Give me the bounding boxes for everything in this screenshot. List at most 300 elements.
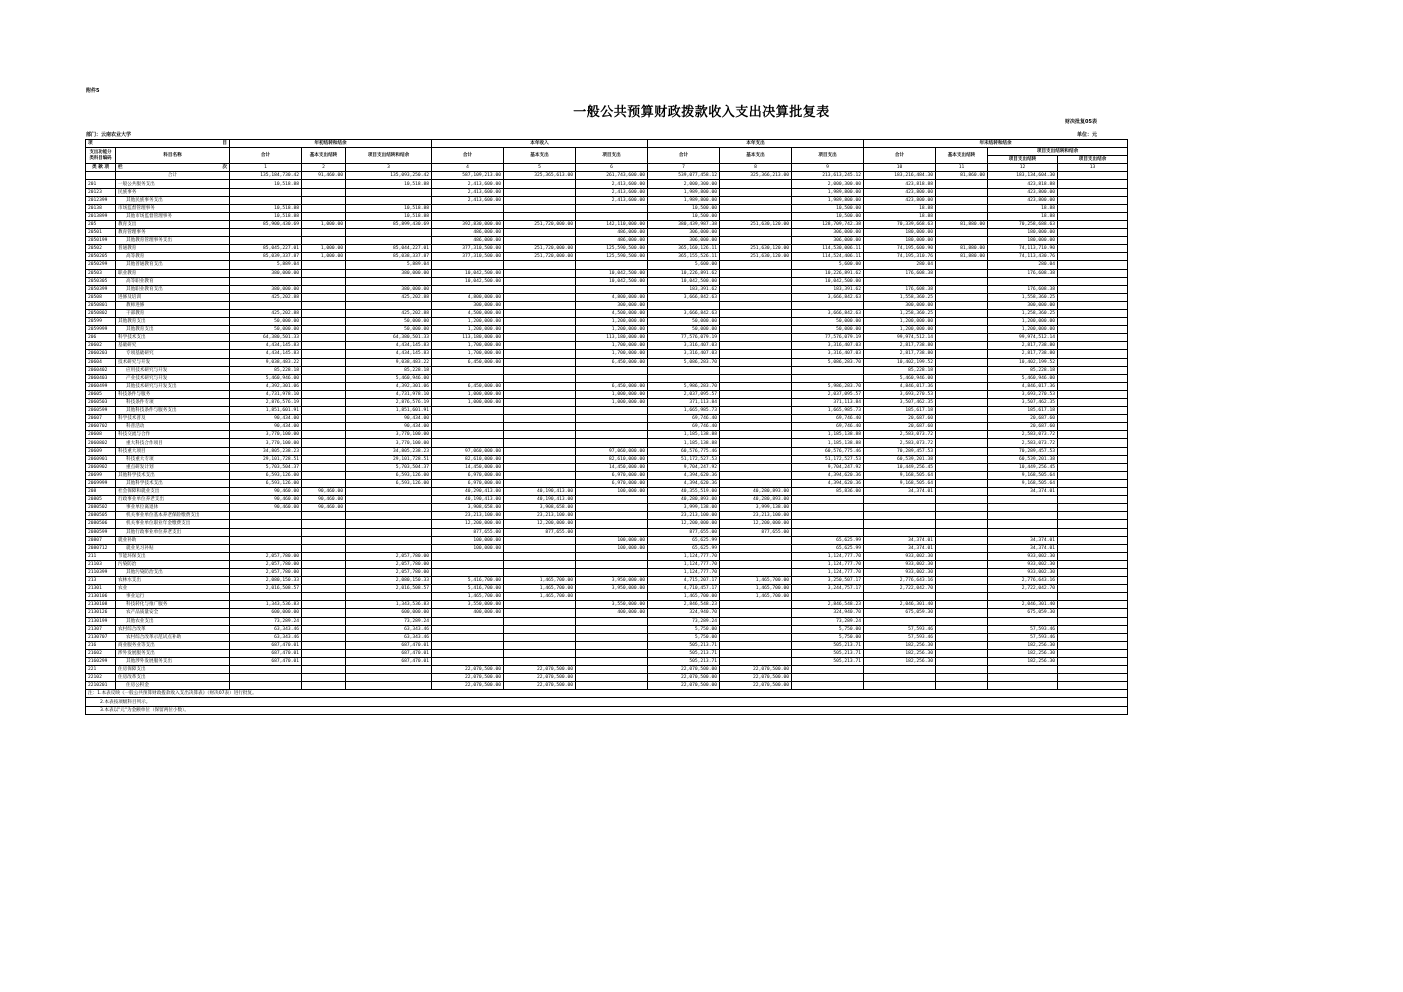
cell-col-3: 34,805,238.23 [346,447,432,455]
cell-col-4: 392,830,000.00 [432,220,504,228]
cell-col-3: 380,000.00 [346,285,432,293]
table-row [86,447,1128,455]
row-code: 213 [86,577,116,585]
cell-col-9 [792,520,864,528]
cell-col-9: 128,709,742.38 [792,220,864,228]
cell-col-8 [720,601,792,609]
cell-col-9: 1,989,800.00 [792,196,864,204]
cell-col-2 [302,301,346,309]
cell-col-11 [936,504,988,512]
cell-col-12: 280.04 [988,261,1058,269]
cell-col-11 [936,633,988,641]
cell-col-1: 687,470.01 [230,649,302,657]
cell-col-8 [720,342,792,350]
row-subject-name: 教师进修 [116,301,230,309]
cell-col-5 [504,479,576,487]
cell-col-5 [504,625,576,633]
cell-col-2 [302,342,346,350]
cell-col-5: 22,070,500.00 [504,682,576,690]
cell-col-3: 380,000.00 [346,269,432,277]
cell-col-3: 135,093,250.42 [346,172,432,180]
cell-col-1: 1,343,536.83 [230,601,302,609]
row-subject-name: 涉外发展服务支出 [116,649,230,657]
cell-col-7: 380,439,987.38 [648,220,720,228]
cell-col-10: 70,339,668.63 [864,220,936,228]
cell-col-8: 251,630,120.00 [720,245,792,253]
cell-col-6: 125,590,500.00 [576,245,648,253]
cell-col-5: 22,070,500.00 [504,666,576,674]
cell-col-7: 23,213,100.00 [648,512,720,520]
cell-col-5 [504,212,576,220]
cell-col-4 [432,423,504,431]
table-row [86,649,1128,657]
cell-col-2 [302,196,346,204]
cell-col-7: 10,500.00 [648,204,720,212]
cell-col-8: 22,070,500.00 [720,666,792,674]
cell-col-5 [504,415,576,423]
cell-col-5 [504,658,576,666]
cell-col-7: 50,000.00 [648,326,720,334]
cell-col-3: 687,470.01 [346,649,432,657]
cell-col-13 [1058,601,1128,609]
cell-col-11 [936,277,988,285]
table-row [86,625,1128,633]
cell-col-8: 3,999,138.00 [720,504,792,512]
cell-col-2 [302,577,346,585]
cell-col-1 [230,237,302,245]
row-subject-name: 科技重大项目 [116,447,230,455]
cell-col-13 [1058,682,1128,690]
cell-col-7: 65,625.99 [648,544,720,552]
cell-col-6: 6,970,000.00 [576,479,648,487]
cell-col-2 [302,536,346,544]
cell-col-3: 5,460,946.00 [346,374,432,382]
row-subject-name: 科学技术普及 [116,415,230,423]
cell-col-6: 125,590,500.00 [576,253,648,261]
cell-col-2: 90,460.00 [302,496,346,504]
cell-col-3: 50,000.00 [346,318,432,326]
cell-col-4: 5,416,700.00 [432,585,504,593]
cell-col-2 [302,609,346,617]
row-subject-name: 应用技术研究与开发 [116,366,230,374]
cell-col-8 [720,261,792,269]
cell-col-10: 57,593.46 [864,633,936,641]
cell-col-2 [302,544,346,552]
cell-col-9 [792,504,864,512]
cell-col-4: 22,070,500.00 [432,682,504,690]
cell-col-1: 64,380,501.33 [230,334,302,342]
table-row [86,463,1128,471]
cell-col-2 [302,415,346,423]
cell-col-8: 22,070,500.00 [720,674,792,682]
cell-col-6: 113,180,000.00 [576,334,648,342]
cell-col-8 [720,204,792,212]
cell-col-5 [504,326,576,334]
cell-col-2 [302,641,346,649]
cell-col-5: 3,908,658.00 [504,504,576,512]
cell-col-11 [936,455,988,463]
cell-col-7: 1,124,777.70 [648,568,720,576]
cell-col-11 [936,407,988,415]
cell-col-6 [576,528,648,536]
cell-col-11 [936,585,988,593]
cell-col-10: 34,374.01 [864,488,936,496]
cell-col-8: 22,070,500.00 [720,682,792,690]
cell-col-9: 50,000.00 [792,326,864,334]
cell-col-6: 100,000.00 [576,488,648,496]
cell-col-1: 2,057,780.00 [230,560,302,568]
cell-col-2 [302,552,346,560]
cell-col-11 [936,366,988,374]
cell-col-13 [1058,439,1128,447]
cell-col-2: 91,460.00 [302,172,346,180]
header-project-income: 项目支出 [576,148,648,164]
cell-col-3: 425,202.88 [346,309,432,317]
cell-col-4: 23,213,100.00 [432,512,504,520]
cell-col-12: 182,256.30 [988,658,1058,666]
cell-col-3: 85,899,430.69 [346,220,432,228]
cell-col-5 [504,390,576,398]
cell-col-12: 2,817,738.80 [988,350,1058,358]
cell-col-4: 377,310,500.00 [432,253,504,261]
row-subject-name: 教育支出 [116,220,230,228]
cell-col-4: 97,060,000.00 [432,447,504,455]
row-code: 20123 [86,188,116,196]
cell-col-11 [936,520,988,528]
cell-col-3: 2,057,780.00 [346,560,432,568]
cell-col-2 [302,350,346,358]
cell-col-3 [346,520,432,528]
header-lan-ci: 栏 次 [116,164,230,172]
cell-col-11 [936,641,988,649]
cell-col-11 [936,415,988,423]
cell-col-5: 1,465,700.00 [504,593,576,601]
cell-col-10: 34,374.01 [864,536,936,544]
cell-col-9: 3,666,842.63 [792,293,864,301]
header-project-carry-sub: 项目支出结转 [988,156,1058,164]
cell-col-9: 3,316,407.03 [792,350,864,358]
table-row [86,504,1128,512]
cell-col-13 [1058,358,1128,366]
table-row [86,261,1128,269]
cell-col-10: 1,558,360.25 [864,293,936,301]
cell-col-5 [504,568,576,576]
cell-col-7: 77,576,079.19 [648,334,720,342]
cell-col-12: 423,800.00 [988,188,1058,196]
cell-col-10: 183,216,484.30 [864,172,936,180]
cell-col-8 [720,658,792,666]
cell-col-5 [504,439,576,447]
cell-col-10: 2,722,042.70 [864,585,936,593]
cell-col-1 [230,536,302,544]
cell-col-1 [230,229,302,237]
cell-col-13 [1058,512,1128,520]
cell-col-12: 3,693,270.53 [988,390,1058,398]
row-code: 2080712 [86,544,116,552]
cell-col-9: 2,000,300.00 [792,180,864,188]
row-code: 2050299 [86,261,116,269]
table-row [86,277,1128,285]
row-subject-name: 市场监督管理事务 [116,204,230,212]
cell-col-2 [302,180,346,188]
table-row [86,601,1128,609]
cell-col-6 [576,261,648,269]
cell-col-9: 306,000.00 [792,229,864,237]
row-code: 20501 [86,229,116,237]
cell-col-10 [864,528,936,536]
cell-col-10: 182,256.30 [864,658,936,666]
row-subject-name: 就业见习补贴 [116,544,230,552]
cell-col-9 [792,674,864,682]
cell-col-1: 2,080,150.33 [230,577,302,585]
cell-col-7: 10,500.00 [648,212,720,220]
cell-col-1: 85,900,430.69 [230,220,302,228]
row-subject-name: 干部教育 [116,309,230,317]
table-row [86,633,1128,641]
cell-col-12: 70,258,688.63 [988,220,1058,228]
cell-col-7: 183,391.62 [648,285,720,293]
cell-col-9: 114,530,006.11 [792,245,864,253]
cell-col-7: 40,280,893.00 [648,496,720,504]
row-subject-name: 农业 [116,585,230,593]
cell-col-6 [576,593,648,601]
cell-col-7: 2,000,300.00 [648,180,720,188]
cell-col-4: 12,200,000.00 [432,520,504,528]
cell-col-3: 10,518.88 [346,204,432,212]
cell-col-1: 687,470.01 [230,658,302,666]
cell-col-2 [302,463,346,471]
cell-col-12: 182,256.30 [988,641,1058,649]
cell-col-3 [346,277,432,285]
cell-col-3: 10,518.88 [346,180,432,188]
row-code: 2050205 [86,253,116,261]
cell-col-2 [302,682,346,690]
row-code: 2210201 [86,682,116,690]
cell-col-12 [988,520,1058,528]
cell-col-9: 51,172,527.53 [792,455,864,463]
cell-col-4: 400,000.00 [432,609,504,617]
cell-col-1 [230,544,302,552]
cell-col-8 [720,366,792,374]
cell-col-10: 176,608.38 [864,269,936,277]
cell-col-8 [720,536,792,544]
cell-col-2 [302,390,346,398]
cell-col-4: 40,190,413.00 [432,496,504,504]
cell-col-6: 486,000.00 [576,229,648,237]
cell-col-11 [936,568,988,576]
cell-col-11 [936,334,988,342]
cell-col-4 [432,415,504,423]
cell-col-8 [720,552,792,560]
cell-col-13 [1058,220,1128,228]
row-subject-name: 社会保障和就业支出 [116,488,230,496]
cell-col-11 [936,658,988,666]
cell-col-3 [346,674,432,682]
cell-col-2 [302,212,346,220]
row-code: 2080599 [86,528,116,536]
cell-col-5: 251,720,000.00 [504,220,576,228]
row-subject-name: 其他教育管理事务支出 [116,237,230,245]
table-row [86,577,1128,585]
cell-col-10: 9,168,505.64 [864,479,936,487]
cell-col-6 [576,439,648,447]
cell-col-13 [1058,674,1128,682]
cell-col-12: 933,002.30 [988,552,1058,560]
cell-col-9: 5,086,283.70 [792,358,864,366]
cell-col-11: 81,880.00 [936,253,988,261]
cell-col-3: 1,343,536.83 [346,601,432,609]
cell-col-5 [504,180,576,188]
cell-col-8 [720,439,792,447]
cell-col-12: 182,256.30 [988,649,1058,657]
row-code: 2059999 [86,326,116,334]
cell-col-7: 51,172,527.53 [648,455,720,463]
cell-col-10: 675,059.30 [864,609,936,617]
cell-col-10: 2,046,301.40 [864,601,936,609]
cell-col-4 [432,568,504,576]
cell-col-5 [504,423,576,431]
row-code: 2050199 [86,237,116,245]
table-row [86,269,1128,277]
cell-col-2 [302,334,346,342]
cell-col-9: 77,576,079.19 [792,334,864,342]
row-subject-name: 科学技术支出 [116,334,230,342]
cell-col-11 [936,342,988,350]
cell-col-11 [936,439,988,447]
cell-col-7: 10,226,891.62 [648,269,720,277]
cell-col-13 [1058,253,1128,261]
cell-col-8 [720,309,792,317]
header-total-3: 合计 [648,148,720,164]
cell-col-9: 505,213.71 [792,641,864,649]
cell-col-6 [576,658,648,666]
cell-col-7: 2,037,095.57 [648,390,720,398]
row-subject-name: 农林水支出 [116,577,230,585]
cell-col-10: 85,228.18 [864,366,936,374]
cell-col-1 [230,188,302,196]
cell-col-7 [648,374,720,382]
table-row [86,374,1128,382]
cell-col-10: 3,507,462.35 [864,399,936,407]
row-code: 2069999 [86,479,116,487]
cell-col-7: 60,576,775.46 [648,447,720,455]
cell-col-12: 2,583,073.72 [988,431,1058,439]
cell-col-12: 60,539,201.38 [988,455,1058,463]
cell-col-6 [576,512,648,520]
cell-col-6 [576,374,648,382]
cell-col-11 [936,488,988,496]
cell-col-13 [1058,423,1128,431]
cell-col-4: 100,000.00 [432,544,504,552]
table-row [86,204,1128,212]
row-subject-name: 专项基础研究 [116,350,230,358]
col-num: 9 [792,164,864,172]
cell-col-10: 5,460,946.00 [864,374,936,382]
cell-col-6: 1,200,000.00 [576,326,648,334]
cell-col-4: 2,413,600.00 [432,188,504,196]
table-row [86,399,1128,407]
row-subject-name: 其他职业教育支出 [116,285,230,293]
cell-col-1 [230,277,302,285]
cell-col-1: 90,460.00 [230,488,302,496]
cell-col-8 [720,285,792,293]
table-row [86,285,1128,293]
cell-col-1 [230,512,302,520]
cell-col-1: 6,593,126.00 [230,471,302,479]
cell-col-4 [432,366,504,374]
cell-col-8 [720,334,792,342]
row-subject-name: 重大科技合作项目 [116,439,230,447]
cell-col-8 [720,358,792,366]
cell-col-6 [576,431,648,439]
cell-col-2 [302,374,346,382]
cell-col-10: 1,200,000.00 [864,318,936,326]
cell-col-6 [576,552,648,560]
cell-col-2 [302,568,346,576]
row-subject-name: 机关事业单位职业年金缴费支出 [116,520,230,528]
cell-col-2 [302,479,346,487]
cell-col-7: 1,124,777.70 [648,552,720,560]
cell-col-3 [346,536,432,544]
cell-col-7: 505,213.71 [648,641,720,649]
cell-col-6 [576,423,648,431]
cell-col-4: 1,465,700.00 [432,593,504,601]
cell-col-12: 2,817,738.80 [988,342,1058,350]
cell-col-3: 85,038,337.87 [346,253,432,261]
cell-col-8 [720,568,792,576]
cell-col-6: 6,970,000.00 [576,471,648,479]
cell-col-13 [1058,382,1128,390]
header-basic-income: 基本支出 [504,148,576,164]
cell-col-9: 1,185,138.88 [792,431,864,439]
row-code: 20602 [86,342,116,350]
note-1: 注：1.本表反映《一般公共预算财政拨款收入支出决算表》（财决07表）进行批复。 [86,690,1128,698]
cell-col-10: 70,289,457.53 [864,447,936,455]
row-code: 2080505 [86,512,116,520]
cell-col-11 [936,625,988,633]
cell-col-13 [1058,366,1128,374]
row-subject-name: 科技重大专项 [116,455,230,463]
header-total-1: 合计 [230,148,302,164]
cell-col-1: 3,770,100.00 [230,431,302,439]
cell-col-6: 3,950,000.00 [576,577,648,585]
cell-col-9: 505,213.71 [792,649,864,657]
cell-col-1: 135,184,730.42 [230,172,302,180]
cell-col-2 [302,593,346,601]
cell-col-11 [936,229,988,237]
cell-col-9: 183,391.62 [792,285,864,293]
cell-col-12: 300,000.00 [988,301,1058,309]
header-row-2 [86,148,1128,156]
cell-col-5 [504,350,576,358]
cell-col-11 [936,212,988,220]
cell-col-6: 10,042,500.00 [576,277,648,285]
row-subject-name: 行政事业单位养老支出 [116,496,230,504]
cell-col-3: 10,518.88 [346,212,432,220]
cell-col-5 [504,447,576,455]
cell-col-10: 933,002.30 [864,560,936,568]
table-row [86,560,1128,568]
cell-col-4: 10,042,500.00 [432,277,504,285]
cell-col-3: 4,434,145.83 [346,342,432,350]
row-subject-name: 就业补助 [116,536,230,544]
cell-col-9 [792,496,864,504]
row-code: 201 [86,180,116,188]
cell-col-13 [1058,455,1128,463]
cell-col-13 [1058,399,1128,407]
cell-col-1: 380,000.00 [230,285,302,293]
cell-col-1: 10,518.88 [230,212,302,220]
